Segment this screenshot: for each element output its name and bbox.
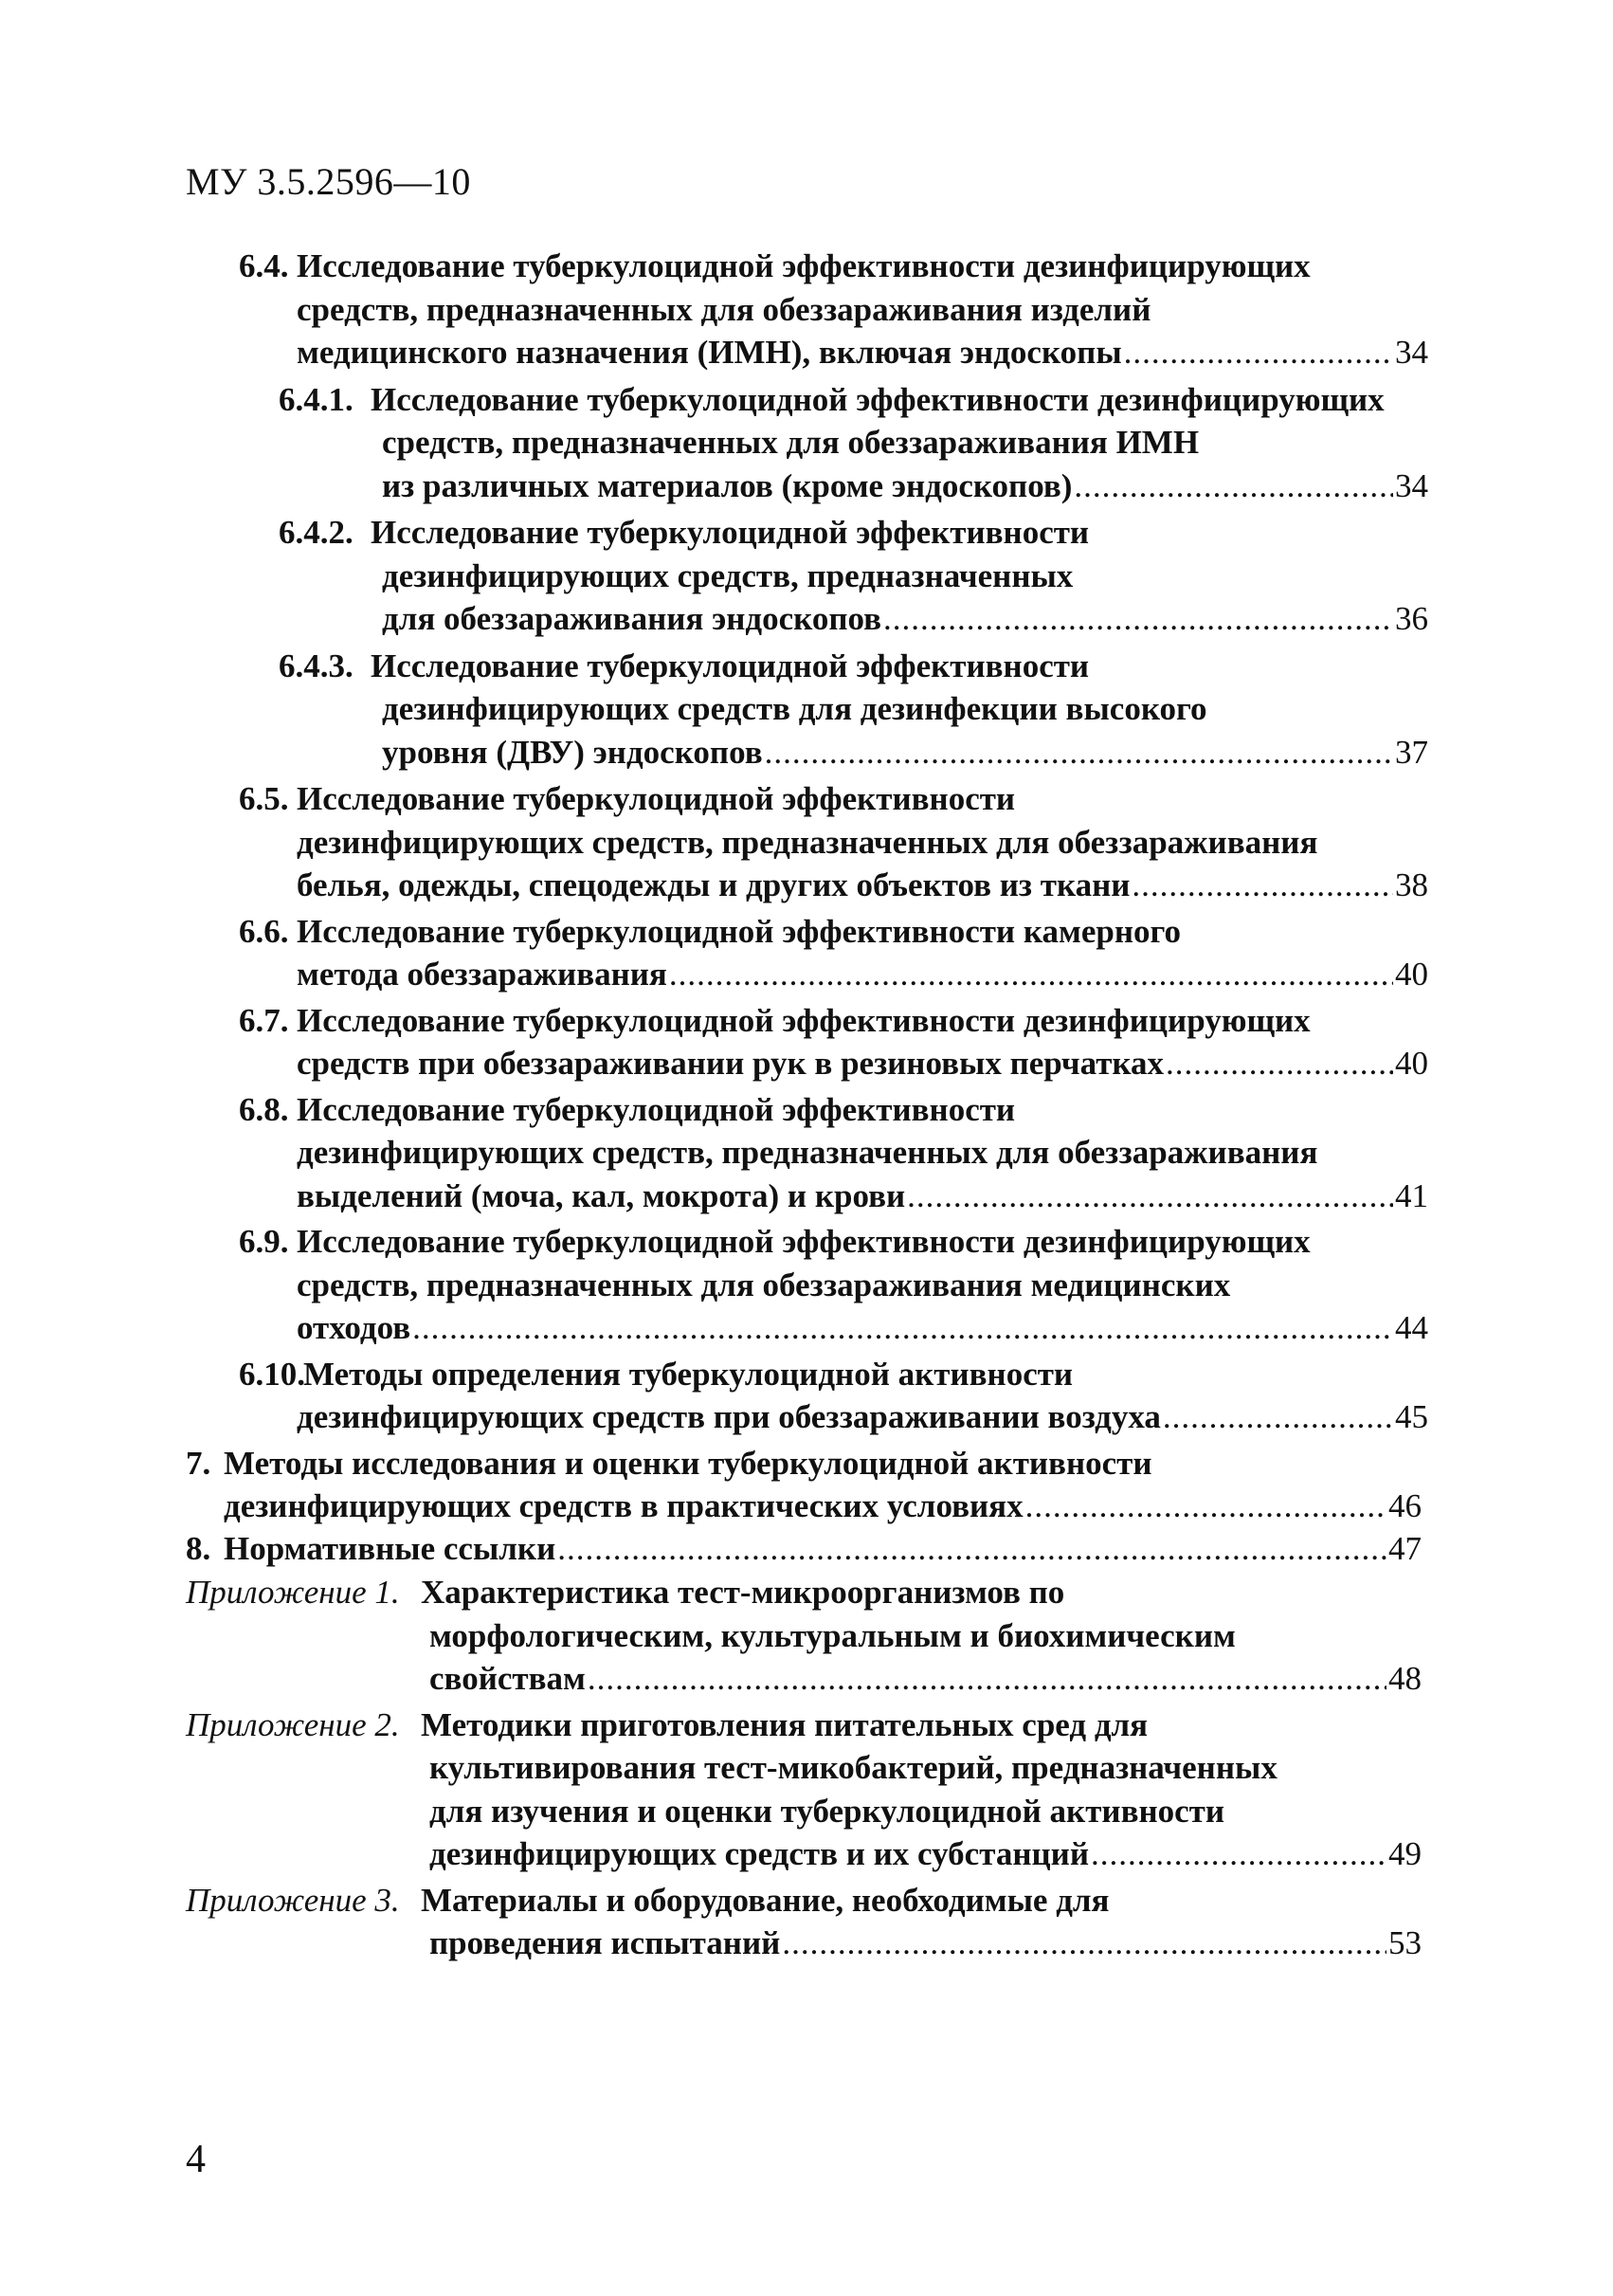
toc-entry-title xyxy=(371,511,1428,641)
toc-entry-title xyxy=(297,1353,1428,1439)
toc-entry-title xyxy=(421,1879,1422,1965)
toc-entry-title xyxy=(371,645,1428,774)
title-line: уровня (ДВУ) эндоскопов xyxy=(382,733,763,771)
toc-entry-title xyxy=(297,1220,1428,1350)
section-number: 6.5. xyxy=(239,780,289,817)
title-line: метода обеззараживания xyxy=(297,956,667,993)
title-line: Методики приготовления питательных сред для xyxy=(421,1705,1149,1743)
title-line: дезинфицирующих средств, предназначенных для обеззараживания xyxy=(297,823,1318,861)
section-number: 6.4.1. xyxy=(279,380,353,418)
dot-leader xyxy=(1166,1042,1393,1085)
toc-page-number: 36 xyxy=(1395,600,1428,637)
toc-page-number: 40 xyxy=(1395,1045,1428,1082)
dot-leader xyxy=(588,1657,1386,1701)
title-line: выделений (моча, кал, мокрота) и крови xyxy=(297,1176,906,1214)
title-line: Исследование туберкулоцидной эффективности xyxy=(371,647,1090,684)
title-line: отходов xyxy=(297,1309,411,1346)
toc-entry-app-1[interactable] xyxy=(0,1571,1613,1701)
title-line: Методы определения туберкулоцидной активности xyxy=(303,1355,1074,1393)
title-line: морфологическим, культуральным и биохимическим xyxy=(429,1616,1236,1654)
title-line: Характеристика тест-микроорганизмов по xyxy=(421,1574,1065,1611)
dot-leader xyxy=(1163,1395,1393,1439)
toc-entry-title xyxy=(297,1088,1428,1218)
dot-leader xyxy=(412,1306,1393,1350)
title-line: Исследование туберкулоцидной эффективности дезинфицирующих xyxy=(297,1001,1311,1039)
dot-leader xyxy=(557,1527,1386,1571)
toc-page-number: 34 xyxy=(1395,466,1428,504)
dot-leader xyxy=(782,1922,1386,1965)
toc-page-number: 45 xyxy=(1395,1398,1428,1435)
toc-entry-title xyxy=(297,245,1428,374)
appendix-label: Приложение 2. xyxy=(186,1705,400,1743)
toc-entry-6-4-2[interactable] xyxy=(0,511,1613,641)
title-line: средств, предназначенных для обеззараживания ИМН xyxy=(382,424,1200,461)
toc-page-number: 40 xyxy=(1395,956,1428,993)
toc-entry-title xyxy=(297,910,1428,996)
toc-entry-6-6[interactable] xyxy=(0,910,1613,996)
page-number: 4 xyxy=(186,2138,206,2181)
toc-entry-title xyxy=(297,999,1428,1085)
title-line: Исследование туберкулоцидной эффективности дезинфицирующих xyxy=(297,247,1311,284)
table-of-contents xyxy=(0,245,1613,1968)
dot-leader xyxy=(1074,465,1393,508)
toc-entry-6-9[interactable] xyxy=(0,1220,1613,1350)
title-line: средств при обеззараживании рук в резиновых перчатках xyxy=(297,1045,1165,1082)
title-line: дезинфицирующих средств, предназначенных для обеззараживания xyxy=(297,1134,1318,1171)
title-line: Исследование туберкулоцидной эффективности камерного xyxy=(297,912,1182,950)
section-number: 6.4. xyxy=(239,247,289,284)
dot-leader xyxy=(907,1175,1393,1218)
toc-entry-title xyxy=(297,777,1428,907)
title-line: Нормативные ссылки xyxy=(224,1529,556,1567)
section-number: 8. xyxy=(186,1529,211,1567)
toc-entry-6-7[interactable] xyxy=(0,999,1613,1085)
title-line: из различных материалов (кроме эндоскопов) xyxy=(382,466,1073,504)
toc-entry-6-4[interactable] xyxy=(0,245,1613,374)
title-line: дезинфицирующих средств для дезинфекции высокого xyxy=(382,690,1207,727)
title-line: дезинфицирующих средств при обеззараживании воздуха xyxy=(297,1398,1161,1435)
toc-entry-app-2[interactable] xyxy=(0,1704,1613,1876)
toc-page-number: 53 xyxy=(1388,1924,1422,1961)
toc-entry-app-3[interactable] xyxy=(0,1879,1613,1965)
toc-page-number: 49 xyxy=(1388,1835,1422,1872)
title-line: дезинфицирующих средств, предназначенных xyxy=(382,556,1074,594)
title-line: культивирования тест-микобактерий, предназначенных xyxy=(429,1749,1278,1786)
dot-leader xyxy=(1132,864,1393,907)
section-number: 6.9. xyxy=(239,1223,289,1260)
toc-page-number: 48 xyxy=(1388,1660,1422,1697)
toc-entry-title xyxy=(224,1527,1422,1571)
title-line: медицинского назначения (ИМН), включая эндоскопы xyxy=(297,334,1122,371)
title-line: средств, предназначенных для обеззараживания изделий xyxy=(297,290,1151,328)
title-line: Методы исследования и оценки туберкулоцидной активности xyxy=(224,1444,1152,1482)
appendix-label: Приложение 1. xyxy=(186,1574,400,1611)
title-line: для изучения и оценки туберкулоцидной активности xyxy=(429,1792,1225,1830)
toc-entry-title xyxy=(371,378,1428,508)
title-line: Исследование туберкулоцидной эффективности xyxy=(297,1090,1016,1128)
toc-page-number: 41 xyxy=(1395,1176,1428,1214)
toc-page-number: 37 xyxy=(1395,733,1428,771)
toc-entry-6-4-3[interactable] xyxy=(0,645,1613,774)
title-line: Исследование туберкулоцидной эффективности xyxy=(371,514,1090,551)
section-number: 6.4.2. xyxy=(279,514,353,551)
toc-entry-7[interactable] xyxy=(0,1442,1613,1528)
dot-leader xyxy=(1025,1485,1386,1528)
dot-leader xyxy=(669,953,1393,996)
toc-entry-6-10[interactable] xyxy=(0,1353,1613,1439)
section-number: 7. xyxy=(186,1444,211,1482)
section-number: 6.8. xyxy=(239,1090,289,1128)
toc-entry-8[interactable] xyxy=(0,1527,1613,1571)
toc-entry-6-8[interactable] xyxy=(0,1088,1613,1218)
title-line: для обеззараживания эндоскопов xyxy=(382,600,882,637)
title-line: дезинфицирующих средств в практических условиях xyxy=(224,1487,1024,1524)
toc-entry-6-5[interactable] xyxy=(0,777,1613,907)
appendix-label: Приложение 3. xyxy=(186,1881,400,1919)
title-line: дезинфицирующих средств и их субстанций xyxy=(429,1835,1089,1872)
dot-leader xyxy=(765,731,1393,774)
dot-leader xyxy=(1124,331,1393,374)
toc-entry-title xyxy=(421,1704,1422,1876)
toc-entry-title xyxy=(224,1442,1422,1528)
title-line: средств, предназначенных для обеззараживания медицинских xyxy=(297,1266,1231,1303)
toc-page-number: 44 xyxy=(1395,1309,1428,1346)
section-number: 6.7. xyxy=(239,1001,289,1039)
title-line: белья, одежды, спецодежды и других объектов из ткани xyxy=(297,866,1131,903)
title-line: проведения испытаний xyxy=(429,1924,781,1961)
section-number: 6.10. xyxy=(239,1355,305,1393)
section-number: 6.6. xyxy=(239,912,289,950)
section-number: 6.4.3. xyxy=(279,647,353,684)
toc-page-number: 46 xyxy=(1388,1487,1422,1524)
toc-page-number: 38 xyxy=(1395,866,1428,903)
title-line: Исследование туберкулоцидной эффективности xyxy=(297,780,1016,817)
document-code-header: МУ 3.5.2596—10 xyxy=(186,160,471,203)
title-line: Исследование туберкулоцидной эффективности дезинфицирующих xyxy=(297,1223,1311,1260)
toc-page-number: 47 xyxy=(1388,1529,1422,1567)
dot-leader xyxy=(1091,1832,1386,1876)
toc-entry-title xyxy=(421,1571,1422,1701)
title-line: Материалы и оборудование, необходимые для xyxy=(421,1881,1110,1919)
dot-leader xyxy=(883,597,1393,641)
toc-entry-6-4-1[interactable] xyxy=(0,378,1613,508)
toc-page-number: 34 xyxy=(1395,334,1428,371)
title-line: Исследование туберкулоцидной эффективности дезинфицирующих xyxy=(371,380,1385,418)
title-line: свойствам xyxy=(429,1660,586,1697)
